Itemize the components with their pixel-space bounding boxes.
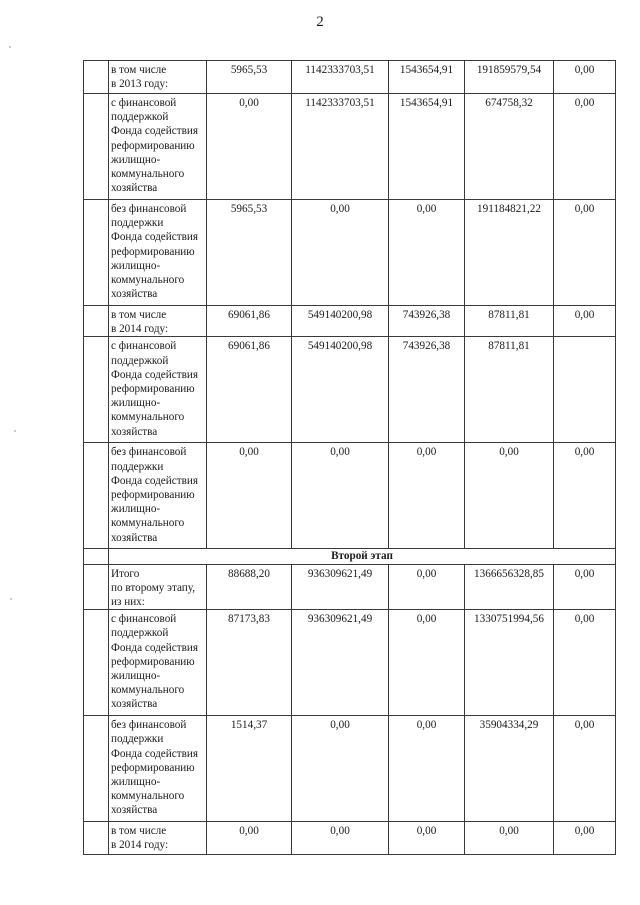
value-cell: 1514,37 <box>207 716 292 822</box>
row-label: без финансовой поддержки Фонда содействия реформированию жилищно- коммунального хозяйства <box>109 200 207 306</box>
value-cell: 743926,38 <box>389 306 465 337</box>
value-cell: 0,00 <box>554 564 616 610</box>
value-cell: 743926,38 <box>389 337 465 443</box>
value-cell: 1366656328,85 <box>465 564 554 610</box>
stage-header-row <box>84 549 616 564</box>
value-cell: 936309621,49 <box>292 610 389 716</box>
stage-title: Второй этап <box>109 549 616 564</box>
value-cell: 0,00 <box>554 61 616 94</box>
value-cell: 0,00 <box>554 716 616 822</box>
value-cell: 0,00 <box>389 822 465 855</box>
table-row <box>84 337 616 443</box>
index-cell <box>84 822 109 855</box>
value-cell: 0,00 <box>554 200 616 306</box>
value-cell: 0,00 <box>554 94 616 200</box>
value-cell: 674758,32 <box>465 94 554 200</box>
table-row <box>84 443 616 549</box>
value-cell: 0,00 <box>292 200 389 306</box>
scan-speck <box>10 598 12 600</box>
scan-speck <box>9 46 11 48</box>
table-row <box>84 306 616 337</box>
index-cell <box>84 549 109 564</box>
value-cell: 35904334,29 <box>465 716 554 822</box>
value-cell: 1543654,91 <box>389 61 465 94</box>
scan-speck <box>14 430 16 432</box>
index-cell <box>84 61 109 94</box>
index-cell <box>84 306 109 337</box>
table-row <box>84 94 616 200</box>
row-label: без финансовой поддержки Фонда содействия реформированию жилищно- коммунального хозяйства <box>109 716 207 822</box>
value-cell: 936309621,49 <box>292 564 389 610</box>
value-cell: 1543654,91 <box>389 94 465 200</box>
value-cell: 0,00 <box>554 822 616 855</box>
value-cell: 191184821,22 <box>465 200 554 306</box>
value-cell: 0,00 <box>389 716 465 822</box>
value-cell <box>554 337 616 443</box>
row-label: в том числе в 2014 году: <box>109 306 207 337</box>
index-cell <box>84 94 109 200</box>
value-cell: 1142333703,51 <box>292 94 389 200</box>
value-cell: 0,00 <box>389 200 465 306</box>
row-label: без финансовой поддержки Фонда содействия реформированию жилищно- коммунального хозяйства <box>109 443 207 549</box>
value-cell: 0,00 <box>389 443 465 549</box>
value-cell: 87811,81 <box>465 337 554 443</box>
index-cell <box>84 716 109 822</box>
row-label: с финансовой поддержкой Фонда содействия реформированию жилищно- коммунального хозяйства <box>109 610 207 716</box>
value-cell: 69061,86 <box>207 306 292 337</box>
value-cell: 5965,53 <box>207 200 292 306</box>
table-row <box>84 564 616 610</box>
table-row <box>84 610 616 716</box>
index-cell <box>84 610 109 716</box>
value-cell: 549140200,98 <box>292 337 389 443</box>
value-cell: 0,00 <box>389 564 465 610</box>
value-cell: 87173,83 <box>207 610 292 716</box>
value-cell: 0,00 <box>465 443 554 549</box>
value-cell: 0,00 <box>292 716 389 822</box>
value-cell: 0,00 <box>207 94 292 200</box>
index-cell <box>84 337 109 443</box>
value-cell: 0,00 <box>554 610 616 716</box>
value-cell: 0,00 <box>207 443 292 549</box>
financing-table <box>83 60 616 855</box>
table-row <box>84 200 616 306</box>
value-cell: 88688,20 <box>207 564 292 610</box>
value-cell: 0,00 <box>554 443 616 549</box>
table-row <box>84 716 616 822</box>
table-row <box>84 822 616 855</box>
page-number: 2 <box>316 14 324 30</box>
value-cell: 1330751994,56 <box>465 610 554 716</box>
value-cell: 0,00 <box>207 822 292 855</box>
value-cell: 0,00 <box>292 822 389 855</box>
value-cell: 0,00 <box>389 610 465 716</box>
value-cell: 69061,86 <box>207 337 292 443</box>
value-cell: 1142333703,51 <box>292 61 389 94</box>
row-label: в том числе в 2013 году: <box>109 61 207 94</box>
row-label: Итого по второму этапу, из них: <box>109 564 207 610</box>
row-label: в том числе в 2014 году: <box>109 822 207 855</box>
value-cell: 0,00 <box>292 443 389 549</box>
table-row <box>84 61 616 94</box>
value-cell: 0,00 <box>554 306 616 337</box>
value-cell: 0,00 <box>465 822 554 855</box>
value-cell: 87811,81 <box>465 306 554 337</box>
index-cell <box>84 564 109 610</box>
value-cell: 549140200,98 <box>292 306 389 337</box>
index-cell <box>84 443 109 549</box>
row-label: с финансовой поддержкой Фонда содействия реформированию жилищно- коммунального хозяйства <box>109 337 207 443</box>
value-cell: 191859579,54 <box>465 61 554 94</box>
index-cell <box>84 200 109 306</box>
value-cell: 5965,53 <box>207 61 292 94</box>
row-label: с финансовой поддержкой Фонда содействия реформированию жилищно- коммунального хозяйства <box>109 94 207 200</box>
